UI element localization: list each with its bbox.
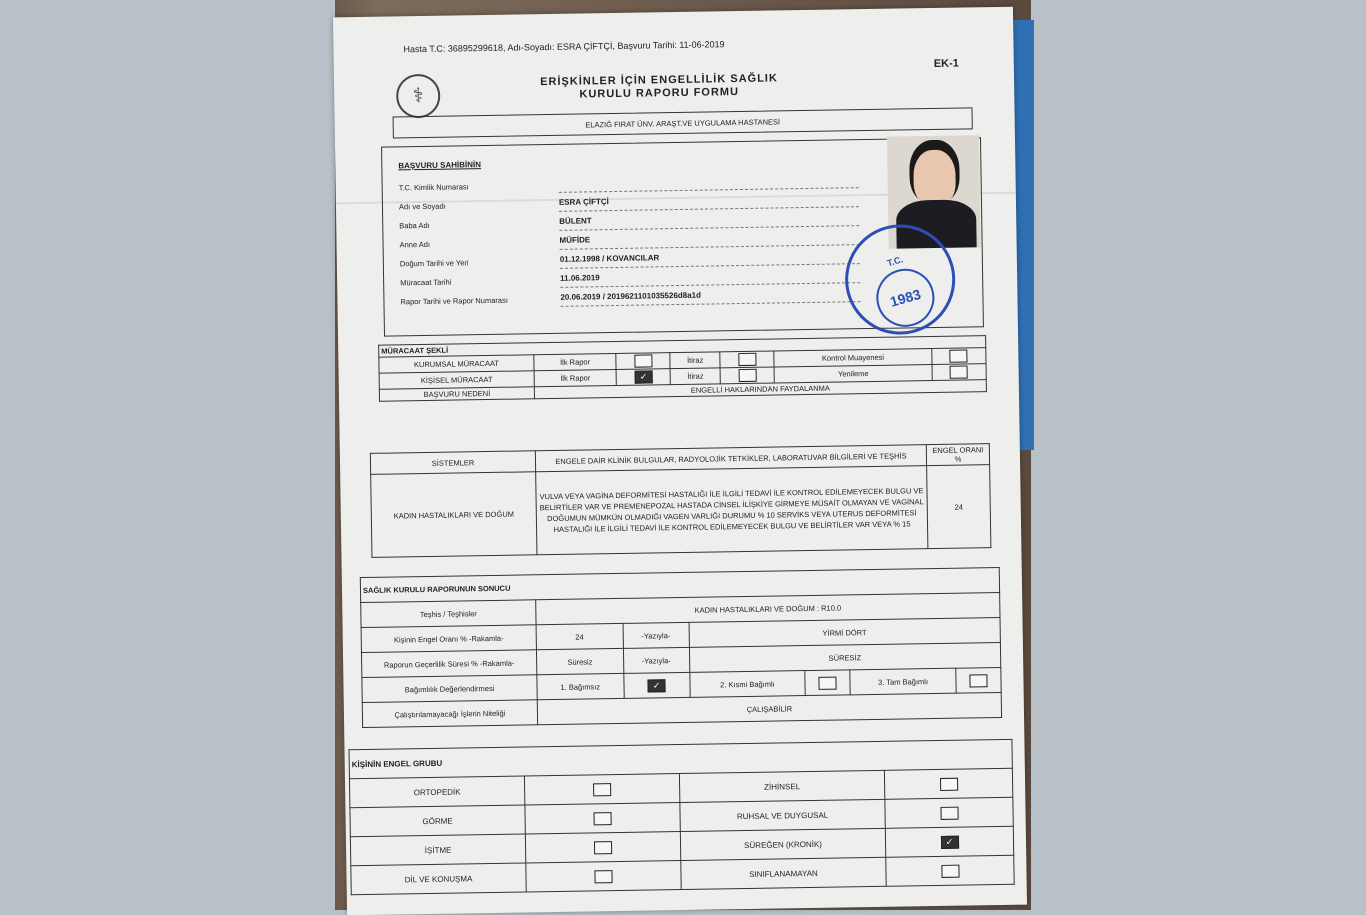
ministry-logo-icon: ⚕: [396, 74, 441, 119]
dependency-label: Bağımlılık Değerlendirmesi: [362, 675, 537, 703]
group-label: ORTOPEDİK: [349, 776, 524, 808]
in-words-label: -Yazıyla-: [623, 622, 689, 648]
work-value: ÇALIŞABİLİR: [537, 692, 1001, 724]
applicant-section-title: BAŞVURU SAHİBİNİN: [398, 160, 482, 171]
form-title-line1: ERİŞKİNLER İÇİN ENGELLİLİK SAĞLIK: [540, 72, 778, 89]
rate-label: Kişinin Engel Oranı % -Rakamla-: [361, 625, 536, 653]
dependency-option: 3. Tam Bağımlı: [850, 668, 957, 695]
checkbox[interactable]: [594, 812, 612, 825]
rate-number: 24: [536, 623, 623, 649]
checkbox[interactable]: [970, 674, 988, 687]
checkbox[interactable]: [593, 783, 611, 796]
option-label: İtiraz: [670, 368, 720, 385]
reason-value: ENGELLİ HAKLARINDAN FAYDALANMA: [534, 380, 986, 399]
form-code: EK-1: [933, 57, 959, 70]
dependency-option: 2. Kısmi Bağımlı: [689, 671, 805, 698]
form-title-line2: KURULU RAPORU FORMU: [579, 86, 740, 101]
checkbox-checked[interactable]: ✓: [647, 679, 665, 692]
field-label: T.C. Kimlik Numarası: [398, 182, 469, 193]
checkbox-checked[interactable]: ✓: [940, 835, 958, 848]
diagnosis-value: KADIN HASTALIKLARI VE DOĞUM : R10.0: [536, 592, 1000, 624]
checkbox-cell: [805, 670, 850, 696]
checkbox-cell: [886, 855, 1014, 886]
stamp-year: 1983: [870, 262, 942, 334]
checkbox[interactable]: [950, 349, 968, 362]
group-label: İŞİTME: [350, 834, 525, 866]
checkbox-cell: [623, 672, 689, 698]
checkbox[interactable]: [594, 870, 612, 883]
stamp-top-text: T.C.: [885, 254, 905, 269]
row-type: KİŞİSEL MÜRACAAT: [379, 371, 534, 389]
result-title: SAĞLIK KURULU RAPORUNUN SONUCU: [360, 567, 999, 602]
checkbox-cell: [720, 367, 774, 384]
option-label: İtiraz: [670, 352, 720, 369]
field-value: BÜLENT: [559, 212, 859, 231]
application-type-title: MÜRACAAT ŞEKLİ: [379, 336, 986, 358]
dependency-option: 1. Bağımsız: [537, 673, 624, 699]
field-label: Rapor Tarihi ve Rapor Numarası: [400, 295, 508, 307]
disability-group-table: [348, 739, 1014, 895]
checkbox[interactable]: [634, 354, 652, 367]
disability-rate: 24: [927, 465, 991, 549]
field-value: [559, 174, 859, 193]
group-label: SÜREĞEN (KRONİK): [680, 828, 885, 860]
option-label: İlk Rapor: [534, 369, 616, 386]
report-paper: [333, 7, 1027, 915]
field-value: ESRA ÇİFTÇİ: [559, 193, 859, 212]
checkbox-cell: [525, 832, 680, 863]
form-title: [494, 72, 824, 103]
disability-group-title: KİŞİNİN ENGEL GRUBU: [349, 739, 1012, 778]
validity-in-words: SÜRESİZ: [689, 642, 1001, 672]
checkbox-cell: [524, 774, 679, 805]
field-label: Doğum Tarihi ve Yeri: [399, 258, 469, 269]
row-type: KURUMSAL MÜRACAAT: [379, 355, 534, 373]
column-header: SİSTEMLER: [370, 451, 535, 475]
option-label: Kontrol Muayenesi: [774, 349, 932, 367]
field-value: 20.06.2019 / 2019621101035526d8a1d: [560, 288, 860, 307]
group-label: SINIFLANAMAYAN: [681, 857, 886, 889]
photo-face: [913, 150, 956, 207]
findings-text: VULVA VEYA VAGİNA DEFORMİTESİ HASTALIĞI İLE İLGİLİ TEDAVİ İLE KONTROL EDİLEMEYECEK BULGU VE BELİRTİLER VAR VE PREMENEPOZAL HASTADA CİNSEL İLİŞKİYE GİRMEYE MÜSAİT OLMAYAN VE VAGİNAL DOĞUMUN MÜMKÜN OLMADIĞI VAGEN VARLIĞI DURUMU % 10 SERVİKS VEYA UTERUS DEFORMİTESİ HASTALIĞI İLE İLGİLİ TEDAVİ İLE KONTROL EDİLEMEYECEK BULGU VE BELİRTİLER VAR VEYA % 15: [536, 466, 928, 555]
systems-table: [370, 443, 992, 558]
checkbox[interactable]: [738, 369, 756, 382]
checkbox[interactable]: [940, 806, 958, 819]
table-row: [371, 465, 991, 558]
checkbox-cell: [885, 797, 1013, 828]
field-value: MÜFİDE: [559, 231, 859, 250]
reason-label: BAŞVURU NEDENİ: [379, 387, 534, 401]
field-value: 11.06.2019: [560, 269, 860, 288]
field-label: Müracaat Tarihi: [400, 277, 452, 288]
work-label: Çalıştırılamayacağı İşlerin Niteliği: [362, 700, 537, 728]
field-value: 01.12.1998 / KOVANCILAR: [560, 250, 860, 269]
result-table: [360, 567, 1002, 728]
checkbox[interactable]: [950, 365, 968, 378]
checkbox-cell: [616, 369, 670, 386]
rate-in-words: YİRMİ DÖRT: [689, 617, 1001, 647]
group-label: RUHSAL VE DUYGUSAL: [680, 799, 885, 831]
column-header: ENGELE DAİR KLİNİK BULGULAR, RADYOLOJİK TETKİKLER, LABORATUVAR BİLGİLERİ VE TEŞHİS: [535, 445, 926, 472]
group-label: GÖRME: [350, 805, 525, 837]
validity-label: Raporun Geçerlilik Süresi % -Rakamla-: [361, 650, 536, 678]
checkbox-cell: [884, 768, 1012, 799]
group-label: DİL VE KONUŞMA: [351, 863, 526, 895]
checkbox-cell: [616, 353, 670, 370]
field-label: Baba Adı: [399, 220, 430, 231]
validity-number: Süresiz: [536, 648, 623, 674]
patient-header-line: Hasta T.C: 36895299618, Adı-Soyadı: ESRA ÇİFTÇİ, Başvuru Tarihi: 11-06-2019: [403, 39, 725, 55]
system-name: KADIN HASTALIKLARI VE DOĞUM: [371, 472, 537, 558]
checkbox[interactable]: [738, 353, 756, 366]
option-label: İlk Rapor: [534, 353, 616, 370]
checkbox-cell: [525, 803, 680, 834]
checkbox-cell: [885, 826, 1013, 857]
in-words-label: -Yazıyla-: [623, 647, 689, 673]
checkbox-cell: [720, 351, 774, 368]
checkbox-cell: [932, 364, 986, 381]
checkbox[interactable]: [818, 676, 836, 689]
field-label: Adı ve Soyadı: [398, 201, 446, 212]
checkbox-cell: [526, 861, 681, 892]
checkbox-cell: [932, 348, 986, 365]
application-type-table: [378, 335, 987, 402]
checkbox-cell: [956, 667, 1001, 693]
field-label: Anne Adı: [399, 239, 431, 250]
option-label: Yenileme: [774, 365, 932, 383]
checkbox[interactable]: [941, 864, 959, 877]
diagnosis-label: Teşhis / Teşhisler: [361, 600, 536, 628]
checkbox[interactable]: [594, 841, 612, 854]
checkbox[interactable]: [940, 777, 958, 790]
checkbox-checked[interactable]: ✓: [634, 370, 652, 383]
group-label: ZİHİNSEL: [679, 770, 884, 802]
hospital-name: ELAZIĞ FIRAT ÜNV. ARAŞT.VE UYGULAMA HASTANESİ: [393, 107, 973, 138]
column-header: ENGEL ORANI %: [926, 444, 989, 466]
